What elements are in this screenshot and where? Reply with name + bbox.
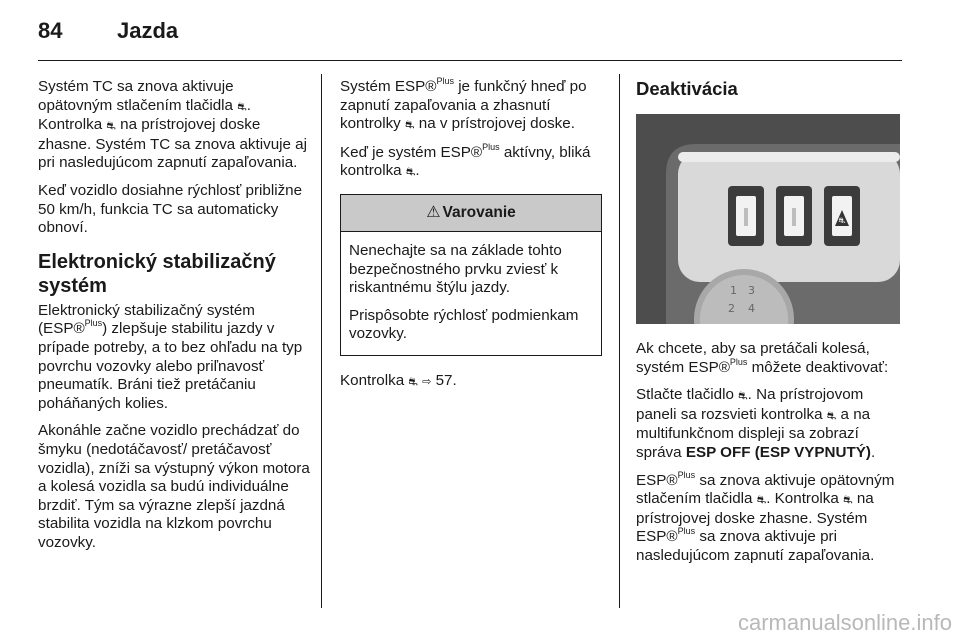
text: sa znova aktivuje opätovným stlačením tlačidla (636, 471, 895, 508)
superscript: Plus (482, 141, 500, 152)
section-heading: Elektronický stabilizačný systém (38, 250, 276, 297)
paragraph: Nenechajte sa na základe tohto bezpečnostného prvku zviesť k riskantnému štýlu jazdy. (349, 241, 562, 297)
text: na v prístrojovej doske. (418, 115, 575, 133)
svg-text:1: 1 (730, 284, 737, 297)
dashboard-switches-photo (636, 114, 900, 324)
display-message: ESP OFF (ESP VYPNUTÝ) (685, 443, 871, 461)
paragraph (340, 372, 604, 392)
dashboard-switches-illustration (636, 114, 900, 324)
text: sa znova aktivuje pri nasledujúcom zapnutí zapaľovania. (636, 528, 875, 564)
svg-text:4: 4 (748, 302, 755, 315)
superscript: Plus (436, 75, 454, 86)
warning-title: Varovanie (442, 203, 516, 221)
left-column (38, 78, 310, 561)
page-reference[interactable]: 57. (435, 371, 457, 389)
esp-off-switch (824, 186, 860, 246)
text: Stlačte tlačidlo (636, 386, 734, 404)
text: . Na prístrojovom paneli sa rozsvieti kontrolka (636, 386, 864, 423)
paragraph (636, 469, 902, 566)
switch-left (728, 186, 764, 246)
text: Elektronický stabilizačný systém (ESP® (38, 301, 255, 338)
paragraph (38, 302, 310, 414)
esp-skid-car-icon: ⛐ (826, 409, 837, 422)
esp-skid-car-icon: ⛐ (106, 120, 116, 133)
header-divider (38, 60, 902, 61)
paragraph (38, 78, 310, 173)
svg-text:2: 2 (728, 302, 735, 315)
warning-box (340, 194, 602, 356)
page-reference-arrow-icon[interactable]: ⇨ (422, 375, 432, 388)
warning-body (341, 232, 601, 355)
esp-skid-car-icon: ⛐ (738, 390, 748, 403)
text: na prístrojovej doske zhasne. Systém TC sa znova aktivuje aj pri nasledujúcom zapnutí zapaľovania. (38, 116, 307, 172)
switch-middle (776, 186, 812, 246)
paragraph (636, 340, 902, 377)
paragraph: Prispôsobte rýchlosť podmienkam vozovky. (349, 306, 579, 343)
warning-triangle-icon: ⚠ (426, 203, 441, 221)
text: môžete deaktivovať: (751, 358, 889, 376)
text: . (870, 443, 876, 461)
paragraph (340, 75, 604, 135)
page-title: Jazda (117, 18, 179, 43)
text: Kontrolka (340, 371, 405, 389)
text: na prístrojovej doske zhasne. Systém ESP® (636, 490, 874, 546)
superscript: Plus (84, 318, 103, 329)
watermark: carmanualsonline.info (737, 610, 952, 635)
paragraph (636, 386, 902, 462)
column-divider (619, 74, 620, 608)
text: Systém ESP® (340, 78, 437, 95)
superscript: Plus (677, 469, 696, 480)
text: . Kontrolka (38, 96, 251, 134)
svg-text:3: 3 (748, 284, 755, 297)
warning-header (341, 195, 601, 232)
svg-text:⛐: ⛐ (838, 216, 846, 225)
page-number: 84 (38, 18, 63, 43)
text: ) zlepšuje stabilitu jazdy v prípade potreby, a to bez ohľadu na typ povrchu vozovky alebo priľnavosť pneumatík. Bráni tiež pretáčaniu poháňaných kolies. (38, 320, 303, 412)
superscript: Plus (677, 526, 696, 537)
paragraph: Keď vozidlo dosiahne rýchlosť približne 50 km/h, funkcia TC sa automaticky obnoví. (38, 181, 303, 237)
text: . (415, 162, 420, 180)
paragraph (340, 141, 604, 182)
esp-skid-car-icon: ⛐ (843, 494, 853, 507)
right-column (636, 78, 902, 575)
text: . Kontrolka (766, 490, 839, 508)
esp-skid-car-icon: ⛐ (408, 375, 418, 388)
esp-skid-car-icon: ⛐ (237, 100, 247, 113)
section-heading: Deaktivácia (636, 78, 738, 99)
text: ESP® (636, 471, 678, 489)
paragraph: Akonáhle začne vozidlo prechádzať do šmyku (nedotáčavosť/ pretáčavosť vozidla), zníži sa výstupný výkon motora a kolesá vozidla sa budú individuálne brzdiť. Tým sa výrazne zlepší jazdná stabilita vozidla na klzkom povrchu vozovky. (38, 422, 310, 551)
text: Ak chcete, aby sa pretáčali kolesá, systém ESP® (636, 340, 870, 376)
esp-skid-car-icon: ⛐ (405, 119, 415, 132)
middle-column (340, 75, 604, 401)
superscript: Plus (729, 356, 748, 367)
text: Keď je systém ESP® (340, 143, 483, 161)
esp-skid-car-icon: ⛐ (405, 166, 416, 179)
column-divider (321, 74, 322, 608)
esp-skid-car-icon: ⛐ (756, 494, 767, 507)
text: aktívny, bliká kontrolka (340, 143, 591, 180)
text: Systém TC sa znova aktivuje opätovným stlačením tlačidla (38, 78, 234, 114)
text: a na multifunkčnom displeji sa zobrazí správa (636, 405, 871, 461)
text: je funkčný hneď po zapnutí zapaľovania a zhasnutí kontrolky (340, 78, 587, 133)
